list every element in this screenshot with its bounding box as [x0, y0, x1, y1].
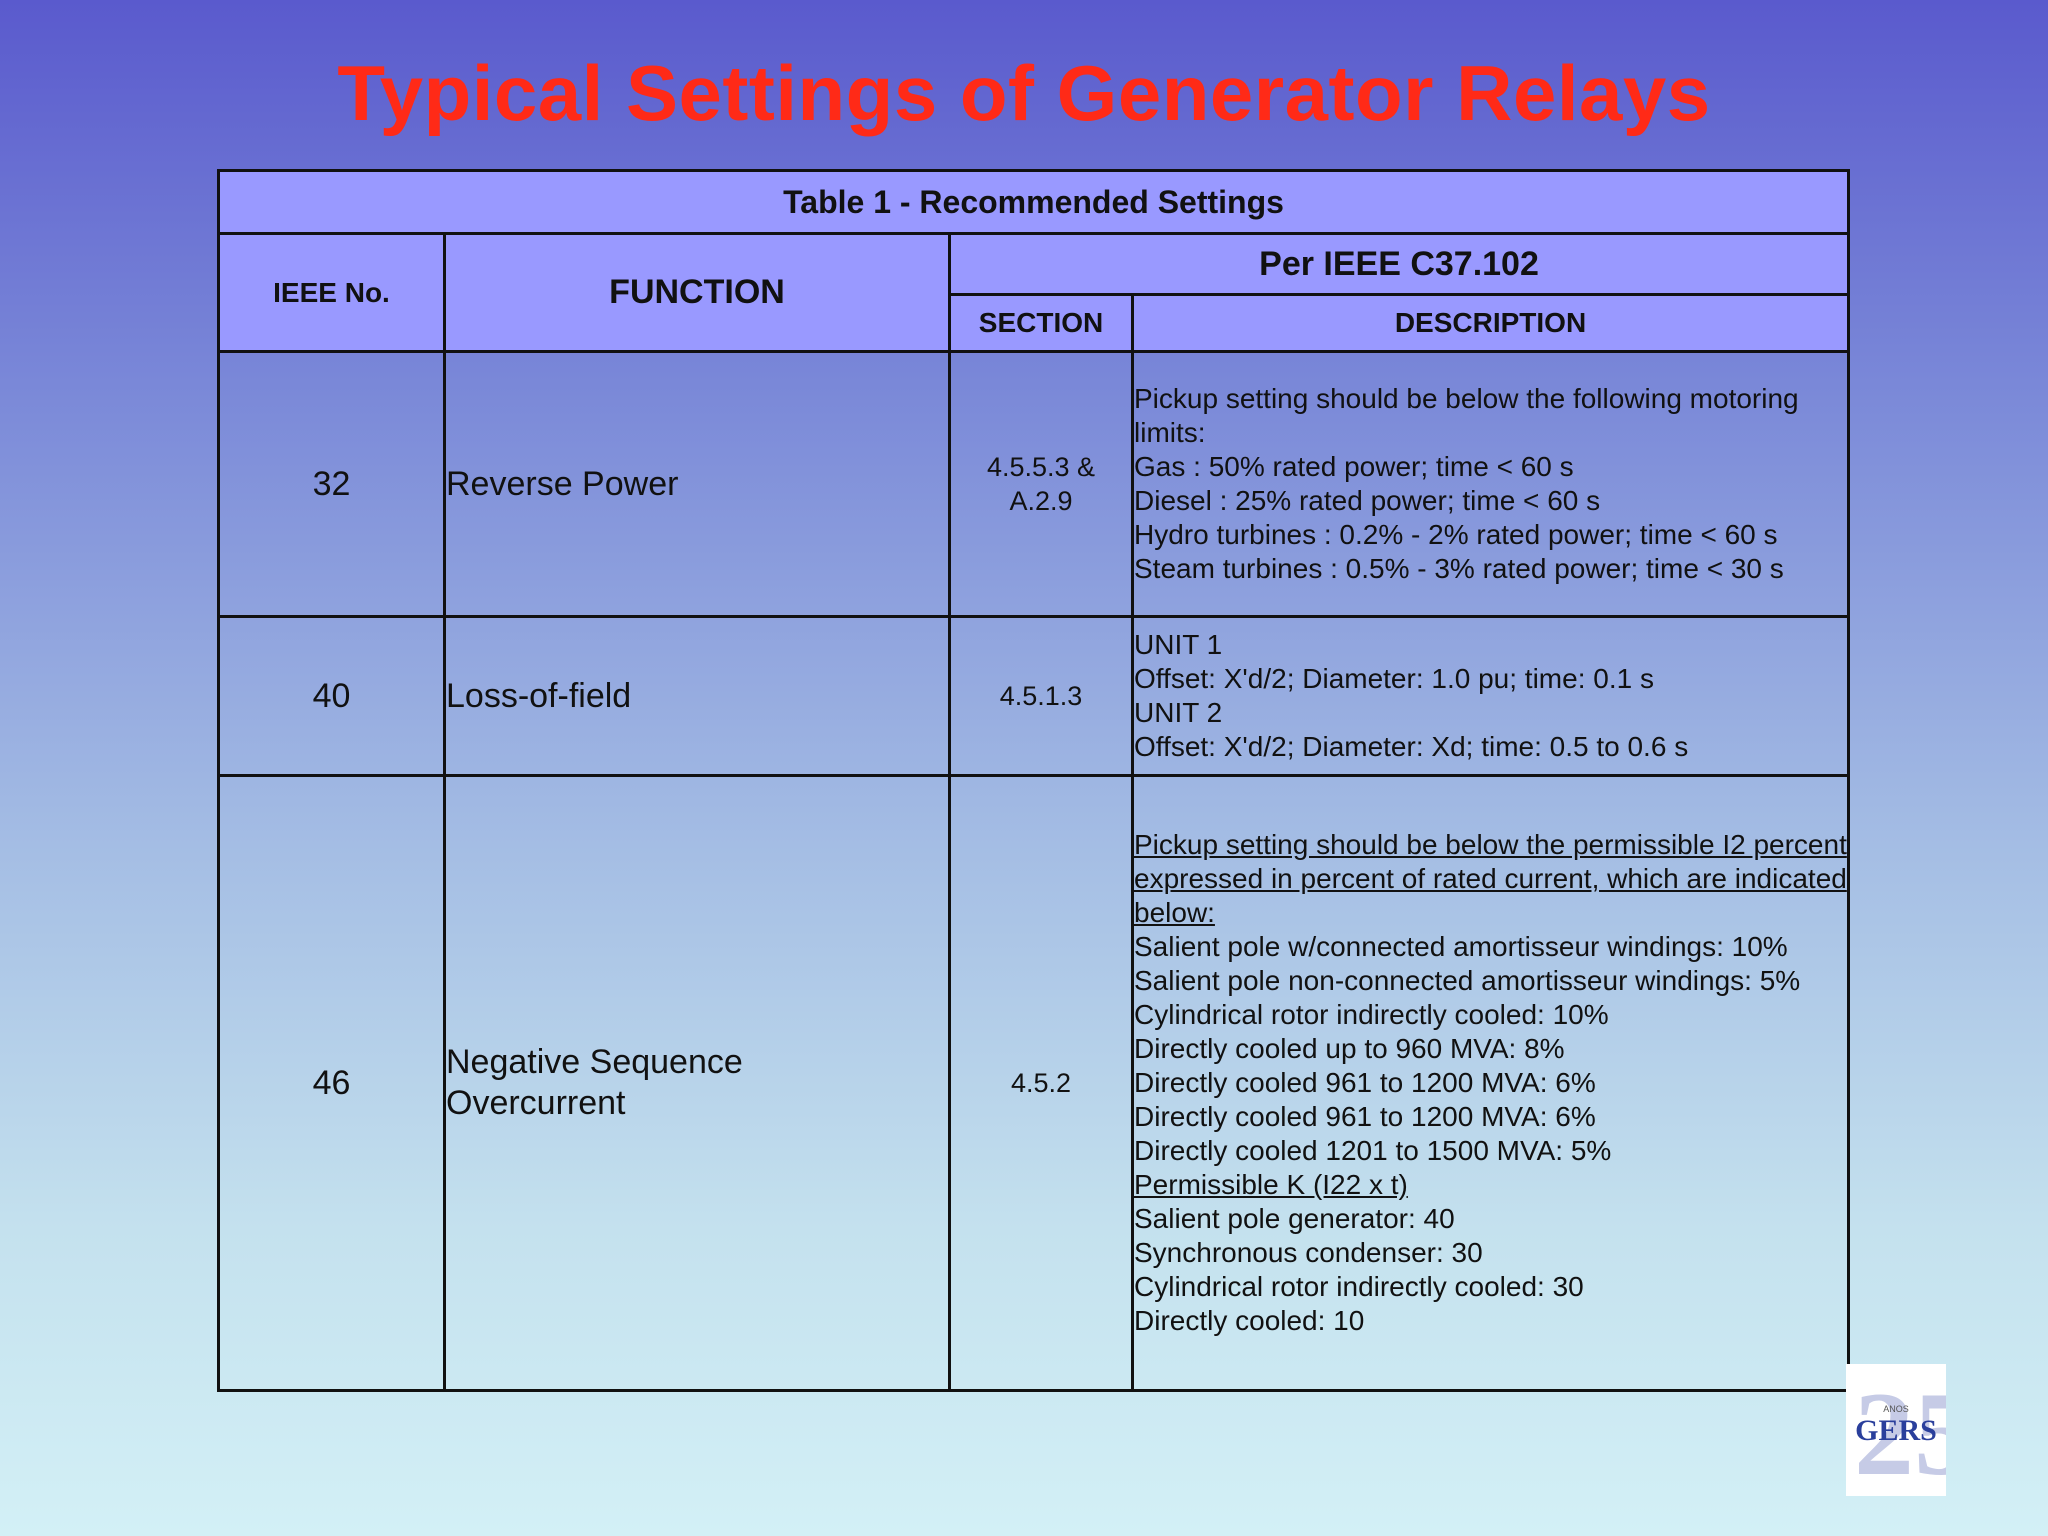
header-ieee-no: IEEE No. [219, 234, 445, 352]
table-row [219, 617, 1849, 776]
recommended-settings-table [217, 169, 1850, 1392]
section-cell [950, 617, 1133, 776]
ieee-number-cell: 32 [219, 352, 445, 617]
description-line: Directly cooled 961 to 1200 MVA: 6% [1134, 1101, 1596, 1132]
description-line: UNIT 1 [1134, 629, 1223, 660]
description-line: Directly cooled 1201 to 1500 MVA: 5% [1134, 1135, 1612, 1166]
description-line: Salient pole w/connected amortisseur windings: 10% [1134, 931, 1788, 962]
section-cell [950, 352, 1133, 617]
description-line: Directly cooled: 10 [1134, 1305, 1365, 1336]
section-cell [950, 776, 1133, 1391]
description-line: Cylindrical rotor indirectly cooled: 10% [1134, 999, 1609, 1030]
description-line: Directly cooled up to 960 MVA: 8% [1134, 1033, 1565, 1064]
description-line: Pickup setting should be below the following motoring limits: [1134, 383, 1799, 448]
function-line: Overcurrent [446, 1084, 626, 1122]
description-line: Synchronous condenser: 30 [1134, 1237, 1483, 1268]
logo-anos-text: ANOS [1883, 1404, 1909, 1414]
description-line: Diesel : 25% rated power; time < 60 s [1134, 485, 1601, 516]
svg-text:25: 25 [1854, 1367, 1946, 1496]
table-caption: Table 1 - Recommended Settings [219, 171, 1849, 234]
description-cell [1133, 617, 1849, 776]
ieee-number-cell: 40 [219, 617, 445, 776]
description-line: Pickup setting should be below the permissible I2 percent expressed in percent of rated current, which are indicated below: [1134, 829, 1847, 928]
slide-title: Typical Settings of Generator Relays [337, 49, 1711, 137]
function-line: Negative Sequence [446, 1043, 743, 1081]
header-per-ieee: Per IEEE C37.102 [950, 234, 1849, 295]
function-cell [445, 776, 950, 1391]
description-line: Offset: X'd/2; Diameter: 1.0 pu; time: 0.1 s [1134, 663, 1654, 694]
description-line: Hydro turbines : 0.2% - 2% rated power; time < 60 s [1134, 519, 1778, 550]
description-line: Permissible K (I22 x t) [1134, 1169, 1408, 1200]
function-cell [445, 617, 950, 776]
description-line: UNIT 2 [1134, 697, 1223, 728]
description-line: Salient pole non-connected amortisseur windings: 5% [1134, 965, 1801, 996]
description-line: Cylindrical rotor indirectly cooled: 30 [1134, 1271, 1584, 1302]
header-description: DESCRIPTION [1133, 295, 1849, 352]
function-cell [445, 352, 950, 617]
description-line: Directly cooled 961 to 1200 MVA: 6% [1134, 1067, 1596, 1098]
description-line: Gas : 50% rated power; time < 60 s [1134, 451, 1574, 482]
header-function: FUNCTION [445, 234, 950, 352]
section-line: 4.5.1.3 [999, 681, 1083, 711]
function-line: Reverse Power [446, 464, 679, 503]
section-line: A.2.9 [1009, 486, 1073, 516]
function-line: Loss-of-field [446, 676, 632, 715]
description-line: Offset: X'd/2; Diameter: Xd; time: 0.5 to 0.6 s [1134, 731, 1689, 762]
header-section: SECTION [950, 295, 1133, 352]
table-row [219, 352, 1849, 617]
description-cell [1133, 776, 1849, 1391]
description-line: Salient pole generator: 40 [1134, 1203, 1455, 1234]
logo-gers-text: GERS [1855, 1414, 1937, 1447]
table-row [219, 776, 1849, 1391]
ieee-number-cell: 46 [219, 776, 445, 1391]
gers-logo [1846, 1364, 1946, 1496]
description-line: Steam turbines : 0.5% - 3% rated power; time < 30 s [1134, 553, 1784, 584]
section-line: 4.5.2 [1010, 1068, 1072, 1098]
section-line: 4.5.5.3 & [986, 452, 1096, 482]
description-cell [1133, 352, 1849, 617]
